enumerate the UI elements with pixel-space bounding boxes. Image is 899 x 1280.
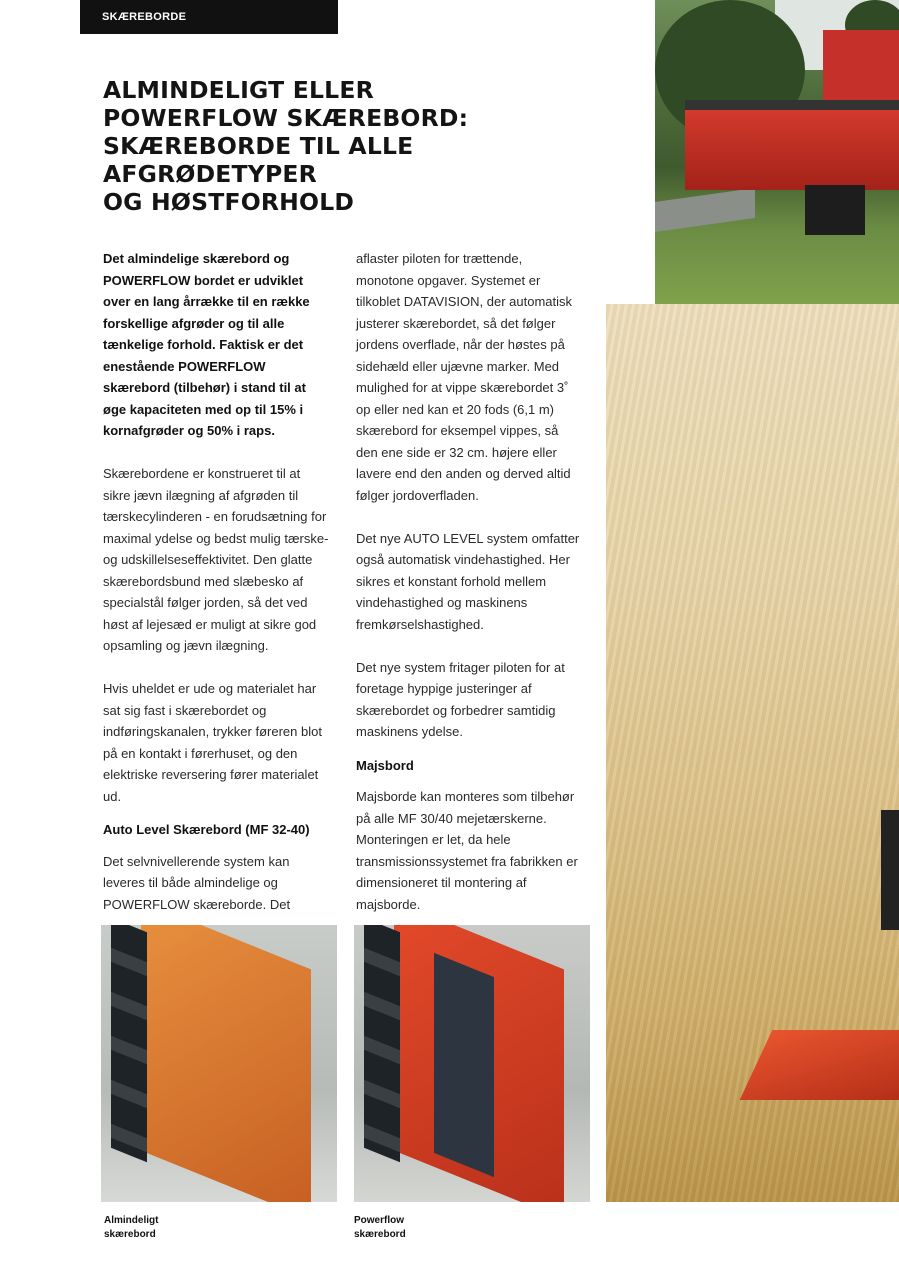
machine-detail [881,810,899,930]
text-line: op eller ned kan et 20 fods (6,1 m) [356,401,555,417]
text-line: lavere end den anden og derved altid [356,466,571,481]
text-line: høst af lejesæd er muligt at sikre god [103,616,317,632]
title-line: OG HØSTFORHOLD [103,188,355,216]
text-line: leveres til både almindelige og [103,875,278,890]
text-line: skærebordet og forbedrer samtidig [356,702,556,718]
text-line: den ene side er 32 cm. højere eller [356,444,557,460]
text-line: enestående POWERFLOW [103,358,266,374]
text-line: transmissionssystemet fra fabrikken er [356,853,578,869]
text-line: tærskecylinderen - en forudsætning for [103,509,327,524]
subheading: Majsbord [356,757,414,773]
text-line: og udskillelseseffektivitet. Den glatte [103,552,313,567]
text-line: dimensioneret til montering af [356,875,527,890]
paragraph [356,248,596,506]
text-line: maximal ydelse og bedst mulig tærske- [103,530,329,546]
title-line: ALMINDELIGT ELLER [103,76,374,104]
text-line: skærebordsbund med slæbesko af [103,573,304,589]
text-line: specialstål følger jorden, så det ved [103,595,308,610]
road [655,188,755,232]
text-line: majsborde. [356,896,421,912]
paragraph [356,657,596,743]
text-line: sikre jævn ilægning af afgrøden til [103,487,299,503]
lead-paragraph [103,248,343,442]
subheading: Auto Level Skærebord (MF 32-40) [103,822,310,837]
text-line: fremkørselshastighed. [356,616,484,632]
text-line: også automatisk vindehastighed. Her [356,552,570,567]
text-line: over en lang årrække til en række [103,294,310,309]
text-line: på alle MF 30/40 mejetærskerne. [356,810,547,826]
text-line: opsamling og jævn ilægning. [103,638,269,653]
title-line: POWERFLOW SKÆREBORD: [103,104,469,132]
header-cutting-table [740,1030,899,1100]
text-line: skærebord for eksempel vippes, så [356,423,559,438]
caption-line: skærebord [104,1229,156,1240]
text-line: POWERFLOW skæreborde. Det [103,896,291,912]
section-tab: SKÆREBORDE [80,0,338,34]
text-line: justerer skærebordet, så det følger [356,315,556,331]
text-line: Det nye AUTO LEVEL system omfatter [356,530,580,546]
photo-caption [104,1214,158,1242]
combine-header [685,110,899,190]
text-line: Det selvnivellerende system kan [103,853,290,869]
standard-header-photo [101,925,337,1202]
text-line: forskellige afgrøder og til alle [103,315,285,331]
text-line: Skærebordene er konstrueret til at [103,466,301,481]
text-line: tilkoblet DATAVISION, der automatisk [356,294,573,309]
text-line: tænkelige forhold. Faktisk er det [103,337,304,352]
text-line: Majsborde kan monteres som tilbehør [356,789,575,804]
paragraph [103,851,343,916]
text-line: Det nye system fritager piloten for at [356,659,565,675]
text-line: maskinens ydelse. [356,724,463,739]
text-line: monotone opgaver. Systemet er [356,272,541,288]
caption-line: Almindeligt [104,1215,159,1226]
text-line: kornafgrøder og 50% i raps. [103,423,275,438]
combine-harvester-photo [655,0,899,304]
paragraph [356,528,596,636]
text-line: vindehastighed og maskinens [356,595,528,610]
text-line: sikres et konstant forhold mellem [356,573,547,589]
text-line: foretage hyppige justeringer af [356,681,532,696]
photo-cutout [606,250,655,304]
caption-line: Powerflow [354,1215,405,1226]
text-line: ud. [103,788,122,804]
text-column-right [356,248,596,937]
text-line: på en kontakt i førerhuset, og den [103,745,298,761]
auger [141,925,311,1202]
title-line: AFGRØDETYPER [103,160,317,188]
text-line: Hvis uheldet er ude og materialet har [103,681,317,696]
title-line: SKÆREBORDE TIL ALLE [103,132,414,160]
paragraph [356,786,596,915]
page-title [103,76,523,216]
text-line: sat sig fast i skærebordet og [103,702,267,718]
text-line: elektriske reversering fører materialet [103,767,319,782]
text-line: mulighed for at vippe skærebordet 3˚ [356,380,569,395]
text-line: skærebord (tilbehør) i stand til at [103,380,306,395]
powerflow-header-photo [354,925,590,1202]
text-line: følger jordoverfladen. [356,487,479,503]
text-line: Det almindelige skærebord og [103,251,290,266]
text-line: indføringskanalen, trykker føreren blot [103,724,322,739]
text-column-left [103,248,343,937]
text-line: Monteringen er let, da hele [356,832,511,847]
text-line: jordens overflade, når der høstes på [356,337,565,352]
wheat-field-photo [606,250,899,1202]
text-line: sidehæld eller ujævne marker. Med [356,358,560,374]
powerflow-belts [434,953,494,1177]
wheel [805,185,865,235]
text-line: aflaster piloten for trættende, [356,251,523,266]
photo-caption [354,1214,406,1242]
text-line: øge kapaciteten med op til 15% i [103,401,304,417]
reel-fingers [111,925,147,1162]
paragraph [103,678,343,807]
reel-fingers [364,925,400,1162]
caption-line: skærebord [354,1229,406,1240]
text-line: POWERFLOW bordet er udviklet [103,272,304,288]
combine-cab [823,30,899,110]
paragraph [103,463,343,657]
